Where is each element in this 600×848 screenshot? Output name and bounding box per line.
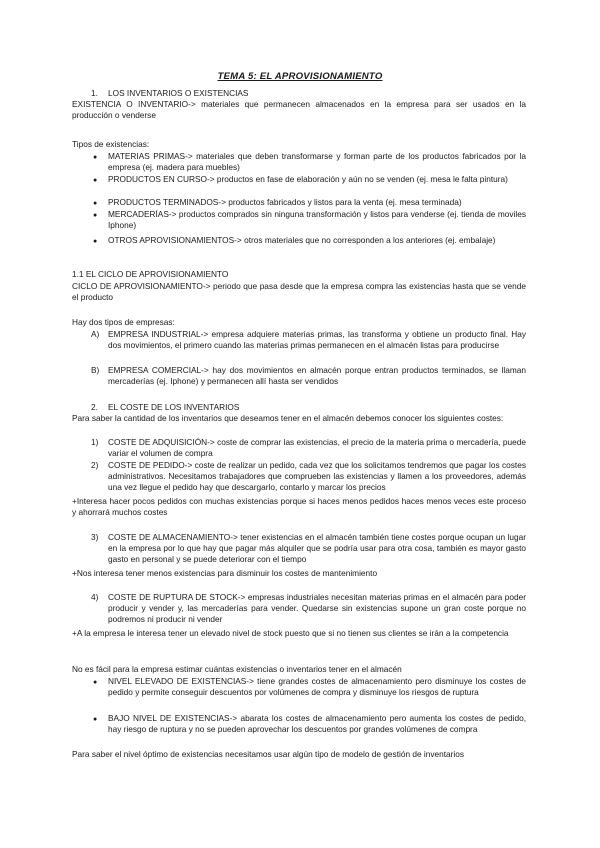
bullet-icon: ● [93, 238, 98, 245]
level-item: NIVEL ELEVADO DE EXISTENCIAS-> tiene grandes costes de almacenamiento pero disminuye los costes de pedido y permite conseguir descuentos por volúmenes de compra y disminuye los riesgos de ruptura [108, 676, 526, 698]
section-1-1-heading: 1.1 EL CICLO DE APROVISIONAMIENTO [72, 269, 229, 279]
type-item: MATERIAS PRIMAS-> materiales que deben transformarse y forman parte de los productos fabricados por la empresa (ej. madera para muebles) [108, 151, 526, 173]
closing-text: Para saber el nivel óptimo de existencias necesitamos usar algún tipo de modelo de gestión de inventarios [72, 749, 465, 759]
cost-item: COSTE DE PEDIDO-> coste de realizar un pedido, cada vez que los solicitamos tendremos que pagar los costes administrativos. Necesitamos trabajadores que comprueben las existencias y llamen a los proveedores, además una vez llegue el pedido hay que descargarlo, contarlo y marcar los precios [108, 460, 526, 493]
section-2-intro: Para saber la cantidad de los inventarios que deseamos tener en el almacén debemos conocer los siguientes costes: [72, 413, 504, 423]
section-2-number: 2. [91, 402, 98, 412]
company-types-intro: Hay dos tipos de empresas: [72, 317, 175, 327]
bullet-icon: ● [93, 154, 98, 161]
list-marker: 1) [91, 437, 99, 447]
list-marker: 3) [91, 532, 99, 542]
section-1-definition: EXISTENCIA O INVENTARIO-> materiales que permanecen almacenados en la empresa para ser usados en la producción o venderse [72, 99, 526, 121]
note-ruptura: +A la empresa le interesa tener un elevado nivel de stock puesto que si no tienen sus clientes se irán a la competencia [72, 628, 509, 638]
note-pedido: +Interesa hacer pocos pedidos con muchas existencias porque si haces menos pedidos haces menos veces este proceso y ahorrará muchos costes [72, 496, 526, 518]
type-item: MERCADERÍAS-> productos comprados sin ninguna transformación y listos para venderse (ej. tienda de moviles Iphone) [108, 209, 526, 231]
bullet-icon: ● [93, 177, 98, 184]
bullet-icon: ● [93, 679, 98, 686]
company-type-item: EMPRESA COMERCIAL-> hay dos movimientos en almacén porque entran productos terminados, se llaman mercaderías (ej. Iphone) y permanecen allí hasta ser vendidos [108, 365, 526, 387]
cost-item: COSTE DE ADQUISICIÓN-> coste de comprar las existencias, el precio de la materia prima o mercadería, puede variar el volumen de compra [108, 437, 526, 459]
bullet-icon: ● [93, 716, 98, 723]
note-almacen: +Nos interesa tener menos existencias para disminuir los costes de mantenimiento [72, 568, 378, 578]
list-marker: A) [91, 329, 100, 339]
list-marker: 2) [91, 460, 99, 470]
section-2-heading: EL COSTE DE LOS INVENTARIOS [108, 402, 240, 412]
type-item: PRODUCTOS EN CURSO-> productos en fase de elaboración y aún no se venden (ej. mesa le falta pintura) [108, 174, 508, 184]
cost-item: COSTE DE ALMACENAMIENTO-> tener existencias en el almacén también tiene costes porque ocupan un lugar en la empresa por lo que hay que pagar más alquiler que se podría usar para otra cosa, también es mayor gasto gasto en personal y se puede deteriorar con el tiempo [108, 532, 526, 565]
level-item: BAJO NIVEL DE EXISTENCIAS-> abarata los costes de almacenamiento pero aumenta los costes de pedido, hay riesgo de ruptura y no se pueden aprovechar los descuentos por grandes volúmenes de compra [108, 713, 526, 735]
list-marker: B) [91, 365, 100, 375]
type-item: PRODUCTOS TERMINADOS-> productos fabricados y listos para la venta (ej. mesa terminada) [108, 197, 462, 207]
bullet-icon: ● [93, 200, 98, 207]
section-1-1-definition: CICLO DE APROVISIONAMIENTO-> periodo que pasa desde que la empresa compra las existencias hasta que se vende el producto [72, 281, 526, 303]
type-item: OTROS APROVISIONAMIENTOS-> otros materiales que no corresponden a los anteriores (ej. embalaje) [108, 235, 496, 245]
section-1-number: 1. [91, 88, 98, 98]
company-type-item: EMPRESA INDUSTRIAL-> empresa adquiere materias primas, las transforma y obtiene un producto final. Hay dos movimientos, el primero cuando las materias primas permanecen en el almacén listas para producirse [108, 329, 526, 351]
list-marker: 4) [91, 592, 99, 602]
types-intro: Tipos de existencias: [72, 139, 150, 149]
levels-intro: No es fácil para la empresa estimar cuántas existencias o inventarios tener en el almacén [72, 664, 402, 674]
cost-item: COSTE DE RUPTURA DE STOCK-> empresas industriales necesitan materias primas en el almacén para poder producir y vender y, las mercaderías para vender. Quedarse sin existencias supone un gran coste porque no podremos ni producir ni vender [108, 592, 526, 625]
bullet-icon: ● [93, 212, 98, 219]
page-title: TEMA 5: EL APROVISIONAMIENTO [217, 71, 383, 82]
section-1-heading: LOS INVENTARIOS O EXISTENCIAS [108, 88, 249, 98]
